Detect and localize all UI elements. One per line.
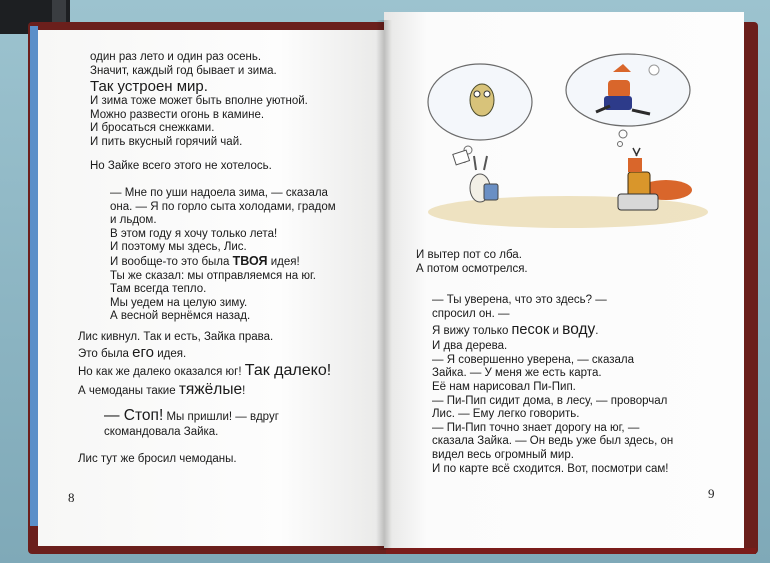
text-line: И бросаться снежками. [90, 122, 215, 135]
text-fragment: Мы пришли! — вдруг [166, 411, 279, 423]
text-line: сказала Зайка. — Он ведь уже был здесь, он [432, 435, 674, 448]
text-fragment: Я вижу только [432, 325, 509, 338]
text-line: И по карте всё сходится. Вот, посмотри сам! [432, 462, 669, 475]
text-emphasis: Так далеко! [244, 361, 332, 379]
text-line: А весной вернёмся назад. [110, 310, 251, 323]
text-line: Зайка. — У меня же есть карта. [432, 367, 602, 380]
map-icon [453, 150, 470, 165]
text-fragment: А чемоданы такие [78, 384, 176, 397]
text-line: Значит, каждый год бывает и зима. [90, 64, 277, 77]
text-line: Там всегда тепло. [110, 283, 207, 296]
text-line: скомандовала Зайка. [104, 426, 219, 438]
text-line: один раз лето и один раз осень. [90, 51, 262, 63]
text-line: В этом году я хочу только лета! [110, 227, 278, 240]
sand-ground [428, 196, 708, 228]
text-line: и льдом. [110, 214, 157, 227]
text-line: И зима тоже может быть вполне уютной. [90, 95, 308, 108]
text-line: Лис. — Ему легко говорить. [432, 408, 580, 421]
text-line: — Ты уверена, что это здесь? — [432, 294, 607, 306]
bubble-dot [619, 130, 627, 138]
page-number-left: 8 [68, 490, 75, 505]
text-line: И пить вкусный горячий чай. [90, 135, 243, 148]
left-block-2 [90, 160, 272, 174]
text-emphasis: тяжёлые [178, 380, 243, 398]
illustration [418, 52, 718, 232]
text-line: она. — Я по горло сыта холодами, градом [110, 200, 336, 213]
right-block-2 [432, 294, 673, 476]
text-emphasis: его [132, 343, 154, 361]
text-line: Можно развести огонь в камине. [90, 108, 265, 121]
text-line: видел весь огромный мир. [432, 448, 574, 461]
text-line: Лис кивнул. Так и есть, Зайка права. [78, 331, 274, 343]
bubble-dot [618, 142, 623, 147]
text-line: И два дерева. [432, 340, 508, 353]
snowball-icon [649, 65, 659, 75]
left-block-3 [110, 187, 336, 324]
cover-bottom-edge [386, 548, 756, 554]
text-line: спросил он. — [432, 307, 510, 320]
text-line: И вытер пот со лба. [416, 249, 522, 261]
text-line [110, 255, 336, 270]
text-fragment: идея! [270, 255, 300, 268]
text-emphasis: песок [511, 322, 550, 339]
text-fragment: . [595, 325, 599, 338]
backpack-icon [484, 184, 498, 200]
text-line: — Мне по уши надоела зима, — сказала [110, 187, 328, 199]
right-block-1 [416, 249, 528, 276]
owl-icon [470, 84, 494, 116]
text-line-emphasis: Так устроен мир. [90, 78, 208, 96]
text-line: Ты же сказал: мы отправляемся на юг. [110, 269, 316, 282]
text-line: Лис тут же бросил чемоданы. [78, 453, 237, 465]
cover-edge [30, 26, 38, 526]
text-line: — Я совершенно уверена, — сказала [432, 353, 634, 366]
text-fragment: Это была [78, 347, 129, 360]
text-emphasis: воду [562, 321, 596, 339]
text-line: Мы уедем на целую зиму. [110, 296, 248, 309]
left-block-4 [78, 331, 331, 400]
text-line: Но Зайке всего этого не хотелось. [90, 160, 272, 172]
text-line: — Пи-Пип сидит дома, в лесу, — проворчал [432, 394, 668, 407]
fox-head-icon [628, 158, 642, 172]
suitcase-icon [618, 194, 658, 210]
left-block-6 [78, 453, 237, 467]
text-fragment: И вообще-то это была [110, 255, 230, 268]
text-emphasis: ТВОЯ [232, 253, 268, 268]
left-block-1 [90, 51, 308, 150]
text-line: И поэтому мы здесь, Лис. [110, 241, 247, 254]
text-fragment: Но как же далеко оказался юг! [78, 365, 242, 378]
book-gutter [376, 20, 392, 550]
text-fragment: и [552, 325, 559, 338]
page-number-right: 9 [708, 486, 715, 501]
text-fragment: идея. [157, 347, 187, 360]
text-fragment: ! [242, 384, 246, 397]
left-block-5 [104, 407, 279, 440]
text-line: Её нам нарисовал Пи-Пип. [432, 380, 576, 393]
text-line: А потом осмотрелся. [416, 262, 528, 275]
text-line: — Пи-Пип точно знает дорогу на юг, — [432, 421, 640, 434]
text-emphasis: — Стоп! [104, 407, 164, 424]
propeller-icon [633, 148, 640, 156]
